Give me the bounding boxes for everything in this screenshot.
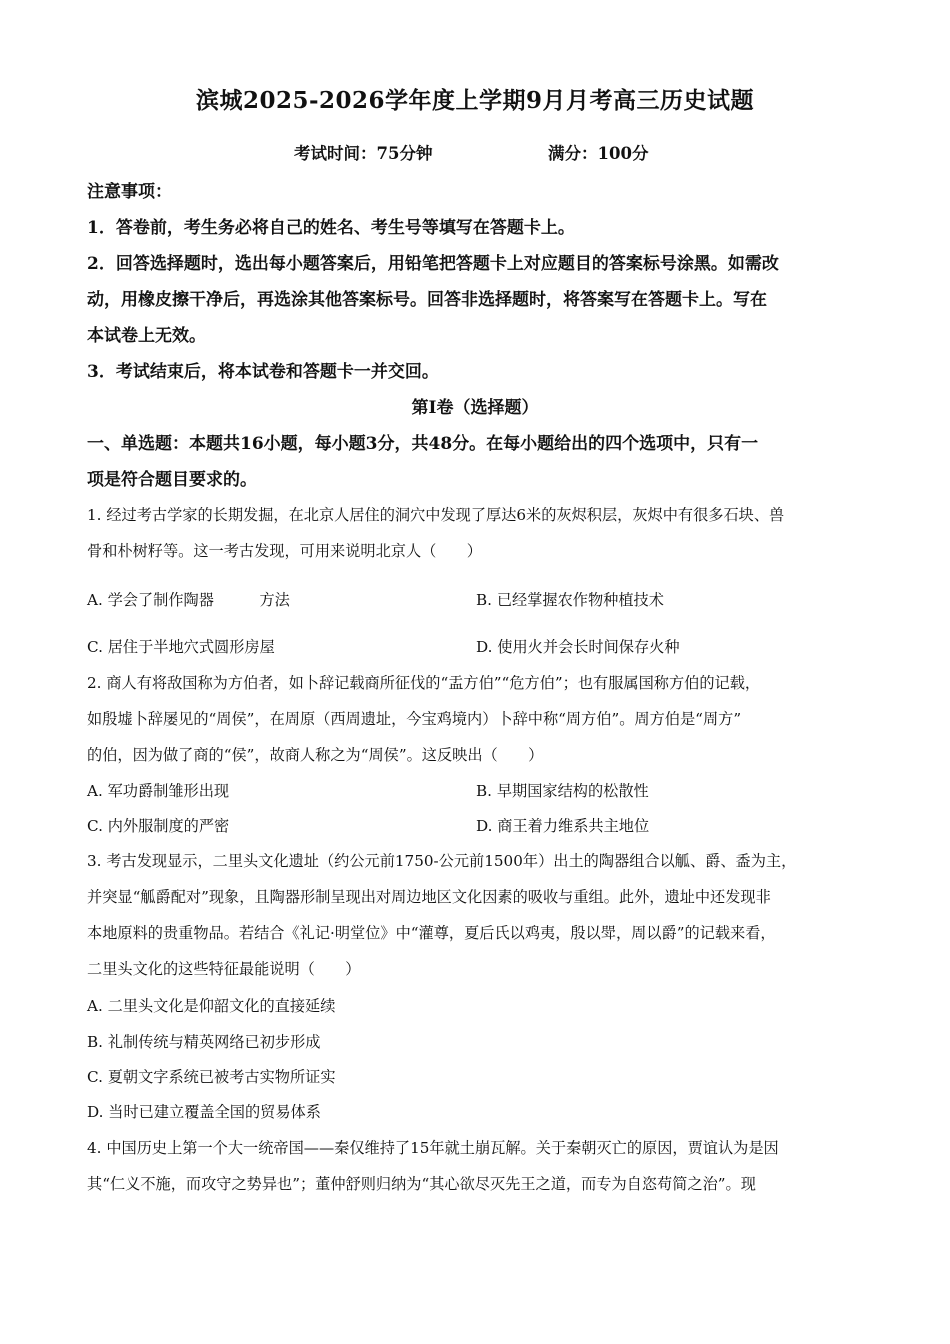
q3-option-b[interactable]: B. 礼制传统与精英网络已初步形成	[87, 1033, 321, 1051]
q2-option-c[interactable]: C. 内外服制度的严密	[87, 817, 230, 835]
q4-stem-line-1: 4. 中国历史上第一个大一统帝国——秦仅维持了15年就土崩瓦解。关于秦朝灭亡的原因，贾谊认为是因	[87, 1139, 779, 1157]
section-intro-line-2: 项是符合题目要求的。	[87, 470, 257, 490]
full-score: 满分：100分	[548, 144, 649, 163]
q3-stem-line-4: 二里头文化的这些特征最能说明（ ）	[87, 960, 361, 978]
q1-option-d[interactable]: D. 使用火并会长时间保存火种	[476, 638, 680, 656]
notice-item-1: 1．答卷前，考生务必将自己的姓名、考生号等填写在答题卡上。	[87, 218, 575, 238]
section-intro-line-1: 一、单选题：本题共16小题，每小题3分，共48分。在每小题给出的四个选项中，只有一	[87, 434, 759, 454]
q1-option-a[interactable]: A. 学会了制作陶器 方法	[87, 591, 290, 609]
part-title: 第Ⅰ卷（选择题）	[411, 398, 539, 418]
q4-stem-line-2: 其“仁义不施，而攻守之势异也”；董仲舒则归纳为“其心欲尽灭先王之道，而专为自恣苟简之治”。现	[87, 1175, 756, 1193]
q3-stem-line-1: 3. 考古发现显示，二里头文化遗址（约公元前1750-公元前1500年）出土的陶器组合以觚、爵、盉为主，	[87, 852, 797, 870]
notice-item-2-line-3: 本试卷上无效。	[87, 326, 206, 346]
q2-option-d[interactable]: D. 商王着力维系共主地位	[476, 817, 650, 835]
notice-item-2-line-2: 动，用橡皮擦干净后，再选涂其他答案标号。回答非选择题时，将答案写在答题卡上。写在	[87, 290, 767, 310]
q3-stem-line-2: 并突显“觚爵配对”现象，且陶器形制呈现出对周边地区文化因素的吸收与重组。此外，遗址中还发现非	[87, 888, 771, 906]
q1-stem-line-2: 骨和朴树籽等。这一考古发现，可用来说明北京人（ ）	[87, 542, 482, 560]
q2-stem-line-1: 2. 商人有将敌国称为方伯者，如卜辞记载商所征伐的“盂方伯”“危方伯”；也有服属国称方伯的记载，	[87, 674, 761, 692]
q2-option-a[interactable]: A. 军功爵制雏形出现	[87, 782, 230, 800]
exam-time: 考试时间：75分钟	[294, 144, 433, 163]
q2-stem-line-2: 如殷墟卜辞屡见的“周侯”，在周原（西周遗址，今宝鸡境内）卜辞中称“周方伯”。周方伯是“周方”	[87, 710, 742, 728]
q1-option-c[interactable]: C. 居住于半地穴式圆形房屋	[87, 638, 275, 656]
notice-item-2-line-1: 2．回答选择题时，选出每小题答案后，用铅笔把答题卡上对应题目的答案标号涂黑。如需改	[87, 254, 779, 274]
q2-stem-line-3: 的伯，因为做了商的“侯”，故商人称之为“周侯”。这反映出（ ）	[87, 746, 544, 764]
q1-stem-line-1: 1. 经过考古学家的长期发掘，在北京人居住的洞穴中发现了厚达6米的灰烬积层，灰烬中有很多石块、兽	[87, 506, 785, 524]
notice-item-3: 3．考试结束后，将本试卷和答题卡一并交回。	[87, 362, 439, 382]
q3-stem-line-3: 本地原料的贵重物品。若结合《礼记·明堂位》中“灌尊，夏后氏以鸡夷，殷以斝，周以爵”的记载来看，	[87, 924, 776, 942]
notice-heading: 注意事项：	[87, 182, 172, 202]
q2-option-b[interactable]: B. 早期国家结构的松散性	[476, 782, 649, 800]
q3-option-a[interactable]: A. 二里头文化是仰韶文化的直接延续	[87, 997, 336, 1015]
q1-option-b[interactable]: B. 已经掌握农作物种植技术	[476, 591, 664, 609]
page-title: 滨城2025-2026学年度上学期9月月考高三历史试题	[195, 87, 755, 114]
q3-option-c[interactable]: C. 夏朝文字系统已被考古实物所证实	[87, 1068, 336, 1086]
q3-option-d[interactable]: D. 当时已建立覆盖全国的贸易体系	[87, 1103, 321, 1121]
